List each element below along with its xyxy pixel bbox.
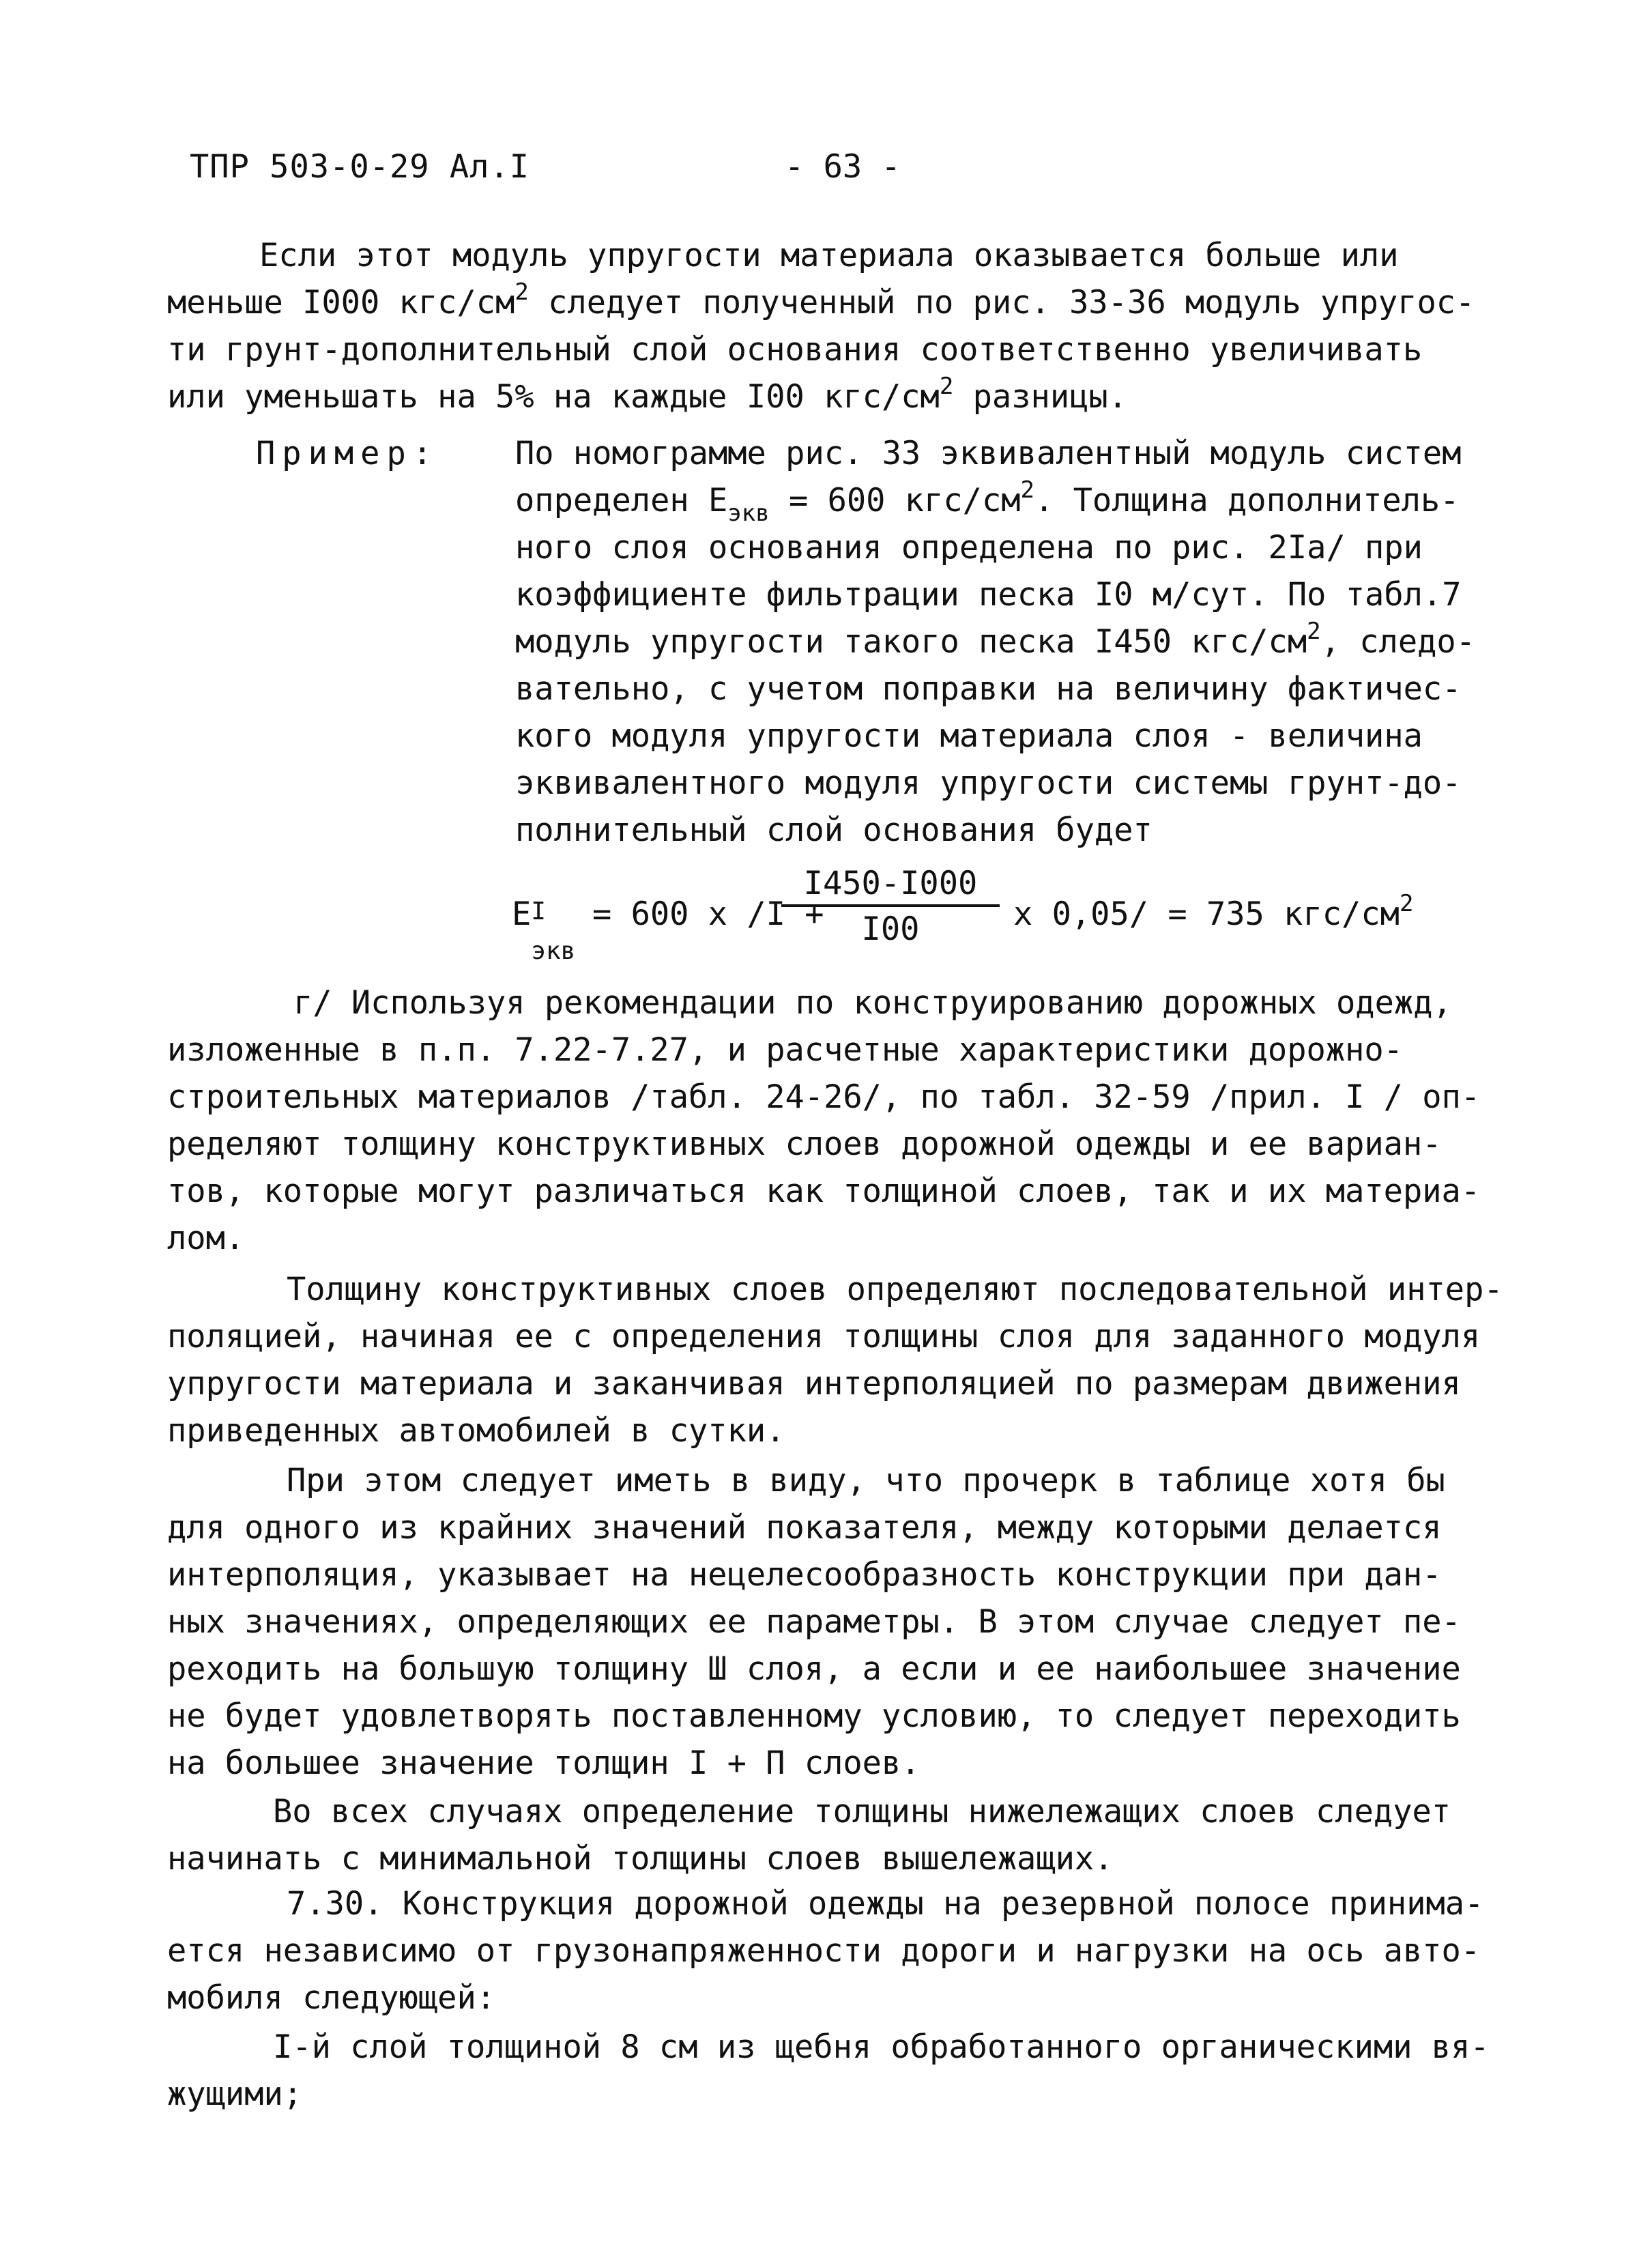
text-line: кого модуля упругости материала слоя - величина [515, 717, 1423, 755]
text-line: или уменьшать на 5% на каждые I00 кгс/$см^2$ разницы. [167, 373, 1128, 416]
text-line: ного слоя основания определена по рис. 2Iа/ при [515, 529, 1423, 566]
text-line: ных значениях, определяющих ее параметры. В этом случае следует пе- [167, 1603, 1461, 1641]
text-line: I-й слой толщиной 8 см из щебня обработанного органическими вя- [273, 2028, 1490, 2066]
text-line: Если этот модуль упругости материала оказывается больше или [259, 237, 1399, 274]
example-label: Пример: [256, 435, 439, 472]
text-line: реходить на большую толщину Ш слоя, а если и ее наибольшее значение [167, 1650, 1461, 1688]
text-line: коэффициенте фильтрации песка I0 м/сут. По табл.7 [515, 576, 1462, 614]
text-line: 7.30. Конструкция дорожной одежды на резервной полосе принима- [287, 1885, 1484, 1923]
text-line: для одного из крайних значений показателя, между которыми делается [167, 1509, 1442, 1547]
text-line: ределяют толщину конструктивных слоев дорожной одежды и ее вариан- [167, 1125, 1442, 1163]
text-line: поляцией, начиная ее с определения толщины слоя для заданного модуля [167, 1318, 1481, 1355]
text-line: лом. [167, 1220, 245, 1257]
text-line: ется независимо от грузонапряженности дороги и нагрузки на ось авто- [167, 1932, 1481, 1970]
text-line: мобиля следующей: [167, 1979, 496, 2017]
text-line: изложенные в п.п. 7.22-7.27, и расчетные характеристики дорожно- [167, 1031, 1403, 1069]
paragraph-all-cases [167, 1788, 1498, 1882]
text-line: эквивалентного модуля упругости системы грунт-до- [515, 764, 1462, 802]
paragraph-design-thickness [167, 979, 1498, 1262]
text-line: строительных материалов /табл. 24-26/, по табл. 32-59 /прил. I / оп- [167, 1078, 1481, 1116]
formula-denominator: I00 [861, 910, 920, 948]
formula-fraction [781, 863, 1000, 952]
text-line: на большее значение толщин I + П слоев. [167, 1744, 921, 1782]
text-line: По номограмме рис. 33 эквивалентный модуль систем [515, 435, 1462, 472]
example-text [515, 430, 1505, 854]
text-line: приведенных автомобилей в сутки. [167, 1412, 785, 1450]
document-code: ТПР 503-0-29 Ал.I [190, 148, 530, 186]
paragraph-modulus-correction [167, 232, 1498, 420]
text-line: начинать с минимальной толщины слоев вышележащих. [167, 1840, 1114, 1878]
formula-numerator: I450-I000 [781, 863, 1000, 907]
text-line: ти грунт-дополнительный слой основания соответственно увеличивать [167, 331, 1423, 369]
text-line: Во всех случаях определение толщины нижележащих слоев следует [273, 1793, 1451, 1830]
formula-equals: = 600 x /I + [592, 895, 824, 933]
text-line: модуль упругости такого песка I450 кгс/$см^2$, следо- [515, 618, 1476, 661]
text-line: определен $E_{экв} = 600$ кгс/$см^2$. Толщина дополнитель- [515, 476, 1460, 527]
equivalent-modulus-formula [512, 863, 1535, 966]
text-line: жущими; [167, 2075, 303, 2113]
text-line: Толщину конструктивных слоев определяют последовательной интер- [287, 1271, 1503, 1308]
paragraph-dash-note [167, 1457, 1498, 1787]
paragraph-interpolation [167, 1266, 1503, 1454]
text-line: тов, которые могут различаться как толщиной слоев, так и их материа- [167, 1173, 1481, 1210]
paragraph-first-layer [167, 2024, 1498, 2118]
text-line: интерполяция, указывает на нецелесообразность конструкции при дан- [167, 1556, 1442, 1594]
text-line: полнительный слой основания будет [515, 811, 1153, 849]
formula-rhs: x 0,05/ = 735 кгс/$см^2$ [1013, 890, 1414, 933]
text-line: г/ Используя рекомендации по конструированию дорожных одежд, [293, 984, 1452, 1022]
page-number: - 63 - [785, 148, 901, 186]
text-line: не будет удовлетворять поставленному условию, то следует переходить [167, 1697, 1461, 1735]
text-line: При этом следует иметь в виду, что прочерк в таблице хотя бы [287, 1462, 1445, 1499]
formula-lhs: E I экв [512, 895, 576, 965]
text-line: упругости материала и заканчивая интерполяцией по размерам движения [167, 1365, 1461, 1403]
text-line: меньше I000 кгс/$см^2$ следует полученный по рис. 33-36 модуль упругос- [167, 278, 1475, 321]
text-line: вательно, с учетом поправки на величину фактичес- [515, 670, 1462, 708]
paragraph-7-30 [167, 1880, 1498, 2022]
